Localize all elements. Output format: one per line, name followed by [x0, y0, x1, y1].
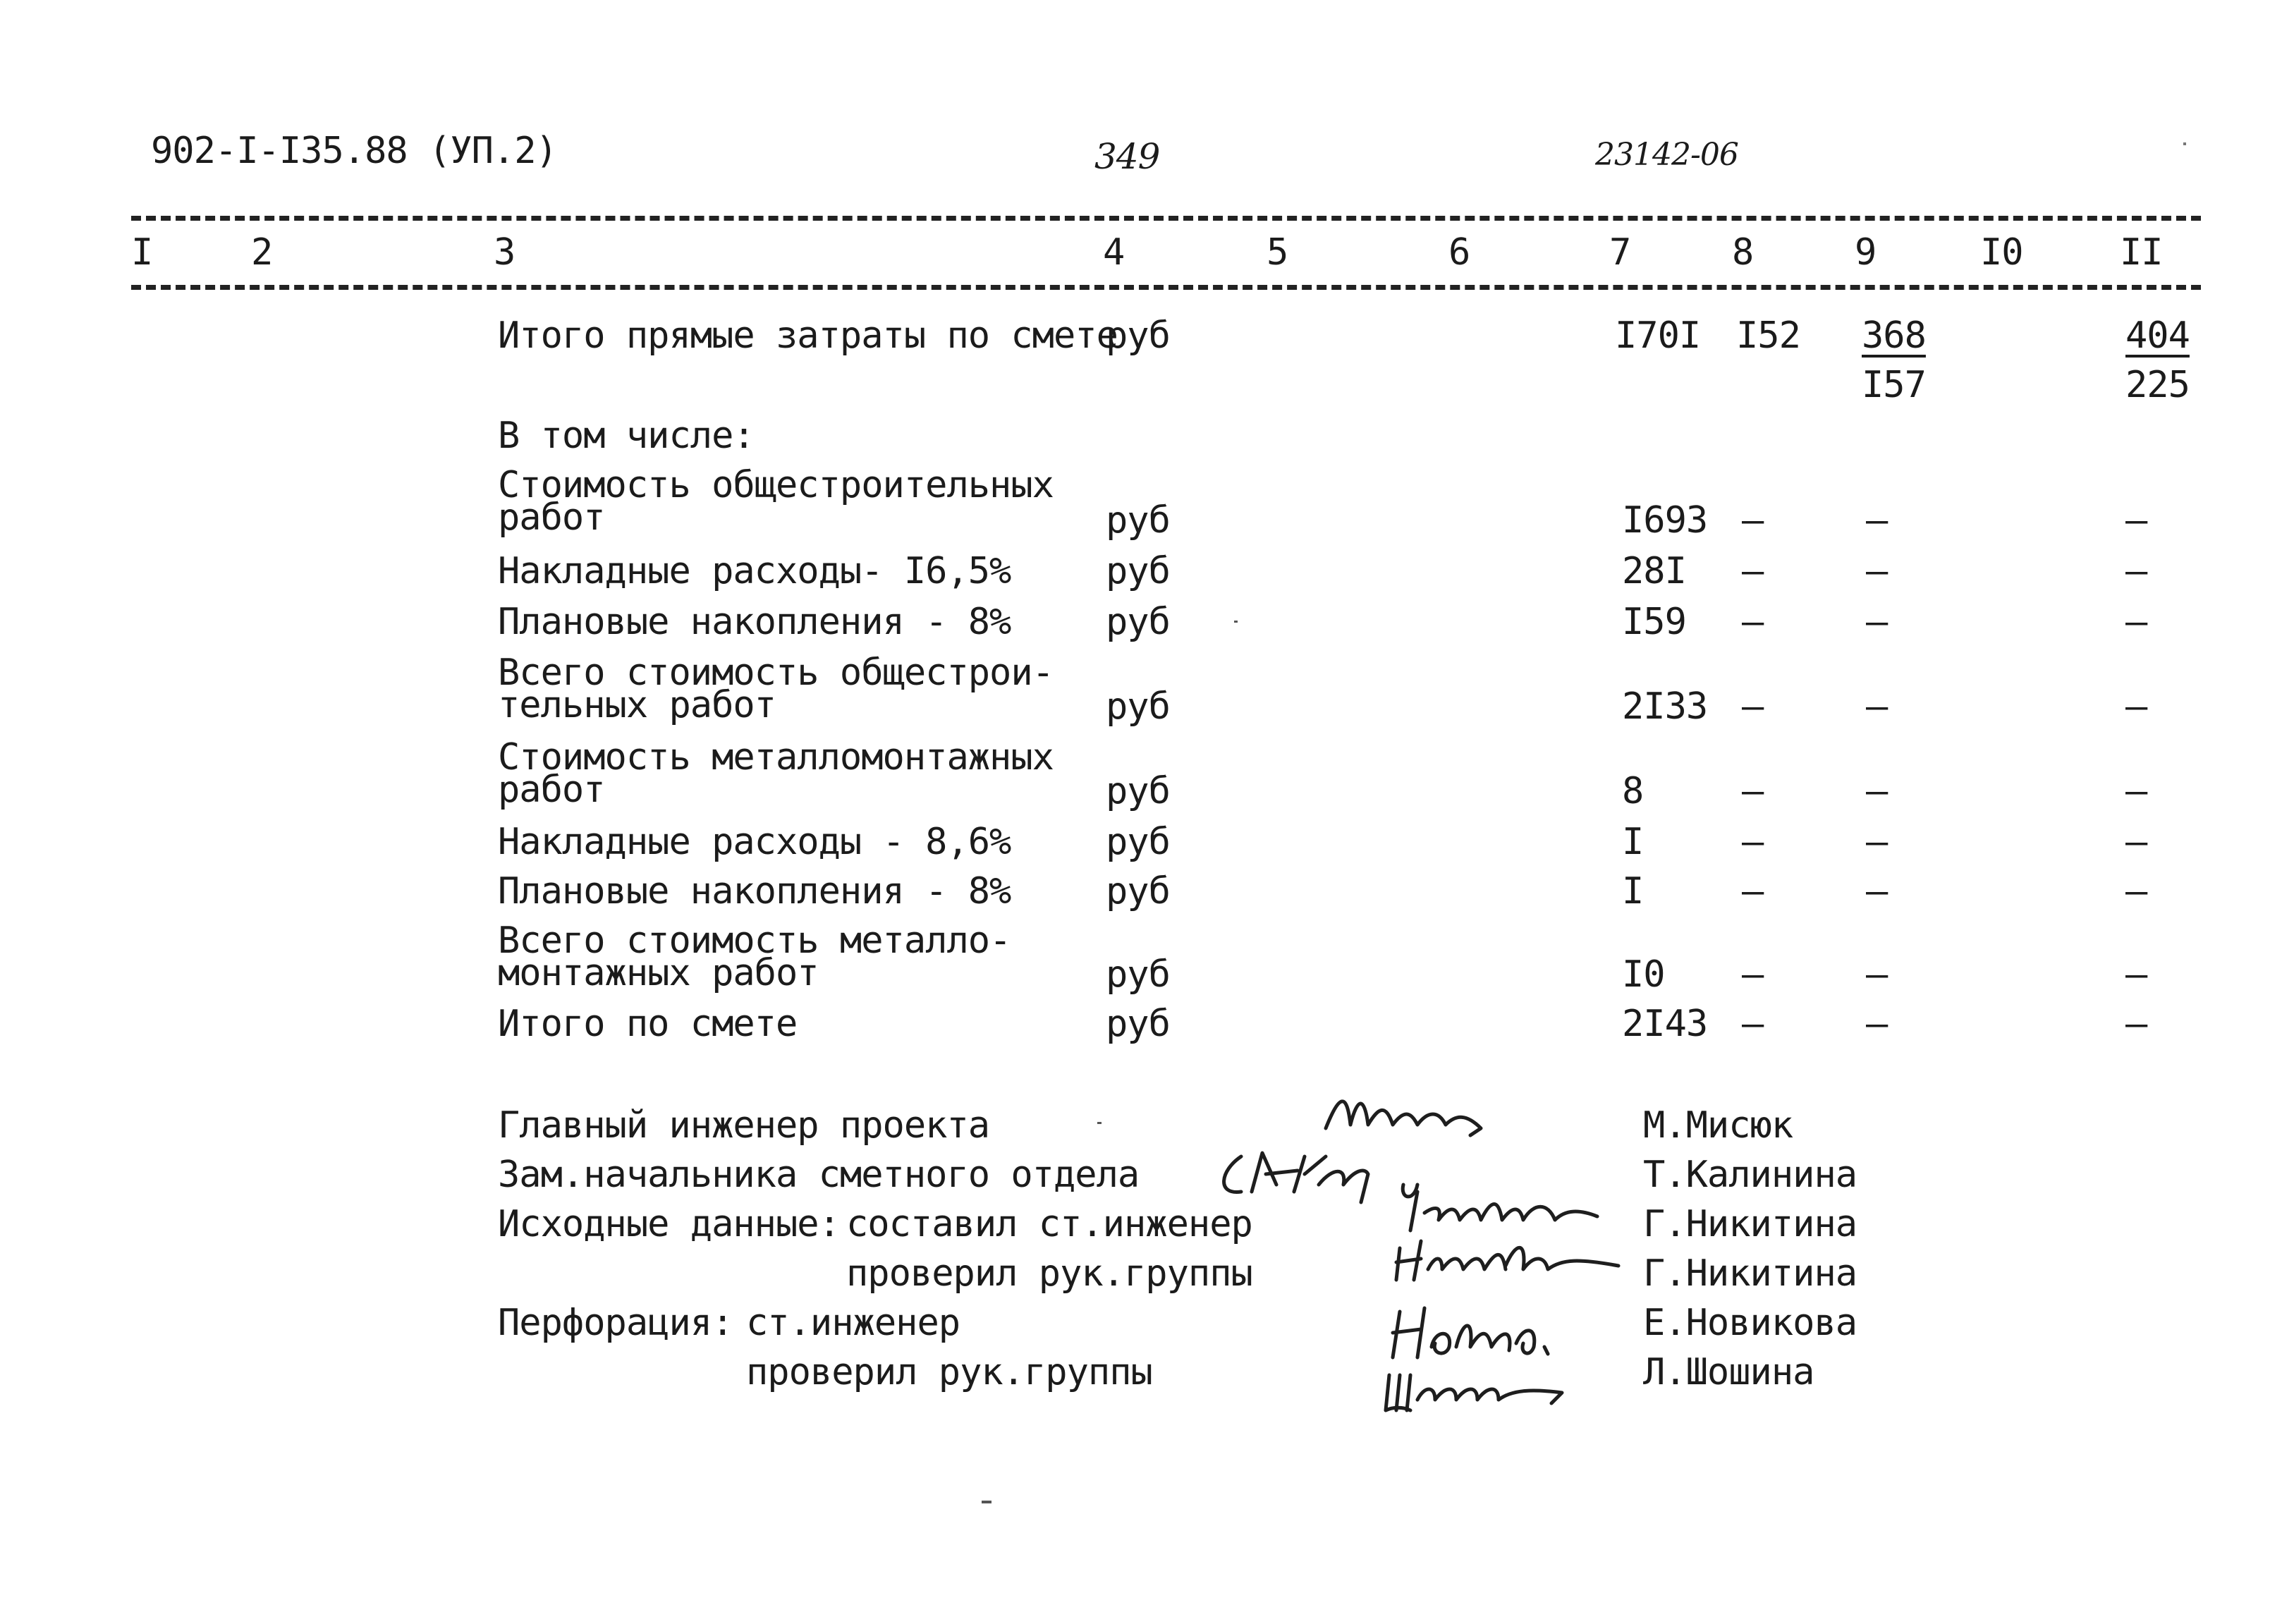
header-rule-bottom	[131, 285, 2201, 290]
row-col7: I0	[1622, 953, 1665, 996]
row-label-continued: работ	[498, 496, 605, 539]
signatory-role: Главный инженер проекта	[498, 1104, 990, 1147]
row-unit: руб	[1106, 770, 1170, 812]
summary-unit: руб	[1106, 315, 1170, 357]
row-col11: –	[2125, 499, 2147, 542]
row-label: Стоимость металломонтажных	[498, 736, 1054, 779]
row-col7: 2I33	[1622, 685, 1708, 728]
signature-perforation-checker	[1379, 1354, 1604, 1417]
column-header-5: 5	[1267, 231, 1288, 274]
row-unit: руб	[1106, 821, 1170, 863]
row-col9: –	[1866, 1003, 1888, 1045]
row-unit: руб	[1106, 601, 1170, 643]
row-col9: –	[1866, 770, 1888, 812]
row-col8: –	[1742, 1003, 1764, 1045]
row-label: Накладные расходы - 8,6%	[498, 821, 1011, 863]
summary-col9-numerator: 368	[1862, 315, 1926, 357]
column-header-9: 9	[1855, 231, 1877, 274]
row-col11: –	[2125, 870, 2147, 912]
summary-col11-denominator: 225	[2125, 364, 2190, 406]
row-label-continued: монтажных работ	[498, 952, 819, 994]
row-col11: –	[2125, 770, 2147, 812]
row-label: Плановые накопления - 8%	[498, 870, 1011, 912]
column-header-3: 3	[494, 231, 515, 274]
row-col9: –	[1866, 550, 1888, 592]
signatory-name: Г.Никитина	[1643, 1252, 1857, 1295]
perforation-prefix: Перфорация:	[498, 1302, 733, 1344]
row-label-continued: тельных работ	[498, 684, 776, 726]
row-col11: –	[2125, 953, 2147, 996]
page-number: 349	[1094, 136, 1160, 177]
signatory-role: составил ст.инженер	[846, 1203, 1252, 1245]
row-col9: –	[1866, 953, 1888, 996]
row-col7: 2I43	[1622, 1003, 1708, 1045]
scan-speck	[982, 1501, 991, 1503]
summary-label: Итого прямые затраты по смете	[498, 315, 1118, 357]
row-col9: –	[1866, 601, 1888, 643]
source-data-prefix: Исходные данные:	[498, 1203, 840, 1245]
document-code: 902-I-I35.88 (УП.2)	[151, 130, 557, 172]
row-col9: –	[1866, 499, 1888, 542]
summary-col7: I70I	[1615, 315, 1701, 357]
row-col9: –	[1866, 821, 1888, 863]
reference-number: 23142-06	[1595, 137, 1738, 173]
header-rule-top	[131, 216, 2201, 221]
row-col7: I59	[1622, 601, 1686, 643]
signatory-role: проверил рук.группы	[746, 1351, 1152, 1393]
row-unit: руб	[1106, 550, 1170, 592]
row-unit: руб	[1106, 870, 1170, 912]
row-col8: –	[1742, 685, 1764, 728]
row-label: Стоимость общестроительных	[498, 464, 1054, 506]
scan-speck	[1234, 621, 1238, 623]
scan-speck	[2183, 142, 2186, 145]
row-label: Всего стоимость металло-	[498, 920, 1011, 962]
row-col7: I693	[1622, 499, 1708, 542]
row-col9: –	[1866, 685, 1888, 728]
signatory-name: М.Мисюк	[1643, 1104, 1793, 1147]
row-col11: –	[2125, 1003, 2147, 1045]
row-col11: –	[2125, 550, 2147, 592]
row-col8: –	[1742, 499, 1764, 542]
signatory-name: Л.Шошина	[1643, 1351, 1814, 1393]
section-label: В том числе:	[498, 415, 755, 457]
signature-deputy-head	[1213, 1142, 1424, 1206]
column-header-11: II	[2120, 231, 2163, 274]
scan-speck	[1097, 1122, 1102, 1124]
row-col7: 8	[1622, 770, 1644, 812]
row-col7: I	[1622, 870, 1644, 912]
row-col7: I	[1622, 821, 1644, 863]
row-col8: –	[1742, 770, 1764, 812]
row-label: Накладные расходы- I6,5%	[498, 550, 1011, 592]
row-col7: 28I	[1622, 550, 1686, 592]
row-col8: –	[1742, 550, 1764, 592]
signature-chief-engineer	[1319, 1086, 1502, 1149]
column-header-2: 2	[251, 231, 273, 274]
signatory-role: ст.инженер	[746, 1302, 960, 1344]
summary-col8: I52	[1736, 315, 1800, 357]
summary-col9-denominator: I57	[1862, 364, 1926, 406]
row-unit: руб	[1106, 685, 1170, 728]
column-header-7: 7	[1609, 231, 1631, 274]
column-header-4: 4	[1103, 231, 1125, 274]
row-unit: руб	[1106, 499, 1170, 542]
column-header-6: 6	[1448, 231, 1470, 274]
row-col11: –	[2125, 601, 2147, 643]
row-unit: руб	[1106, 953, 1170, 996]
signatory-role: проверил рук.группы	[846, 1252, 1252, 1295]
row-col8: –	[1742, 601, 1764, 643]
row-col8: –	[1742, 953, 1764, 996]
row-label-continued: работ	[498, 769, 605, 811]
signatory-name: Т.Калинина	[1643, 1154, 1857, 1196]
row-unit: руб	[1106, 1003, 1170, 1045]
column-header-8: 8	[1732, 231, 1754, 274]
row-label: Итого по смете	[498, 1003, 798, 1045]
signatory-name: Г.Никитина	[1643, 1203, 1857, 1245]
summary-col11-numerator: 404	[2125, 315, 2190, 357]
row-col9: –	[1866, 870, 1888, 912]
signature-checked-by	[1393, 1227, 1625, 1290]
row-label: Всего стоимость общестрои-	[498, 652, 1054, 694]
column-header-10: I0	[1980, 231, 2023, 274]
row-col8: –	[1742, 821, 1764, 863]
signatory-role: Зам.начальника сметного отдела	[498, 1154, 1140, 1196]
column-header-1: I	[131, 231, 153, 274]
row-col11: –	[2125, 685, 2147, 728]
row-label: Плановые накопления - 8%	[498, 601, 1011, 643]
row-col11: –	[2125, 821, 2147, 863]
signatory-name: Е.Новикова	[1643, 1302, 1857, 1344]
row-col8: –	[1742, 870, 1764, 912]
